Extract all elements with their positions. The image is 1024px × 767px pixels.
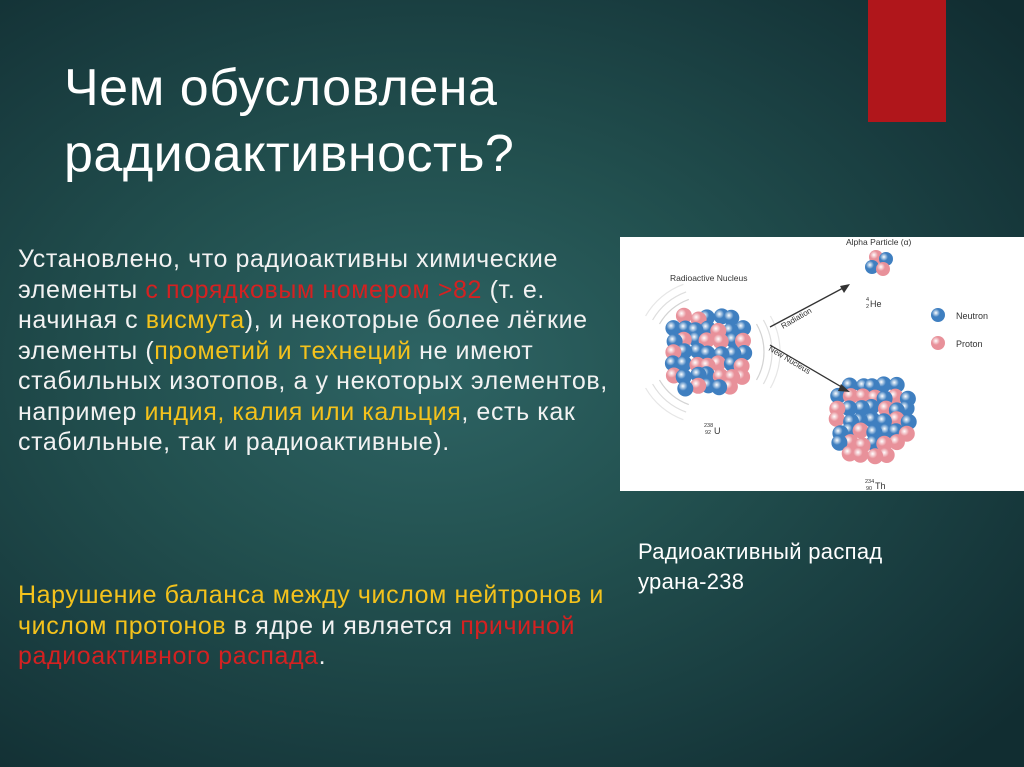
p1-text-2: (т. е. начиная с: [18, 275, 545, 334]
p2-highlight-balance: Нарушение баланса между числом нейтронов и числом протонов: [18, 581, 604, 640]
radiation-arrow-head: [840, 284, 850, 293]
title-line-1: Чем обусловлена: [64, 59, 498, 117]
paragraph-radioactive-elements: [18, 244, 618, 458]
accent-bar: [868, 0, 946, 122]
uranium-symbol: U: [714, 426, 721, 436]
p1-text-5: , есть как стабильные, так и радиоактивные).: [18, 397, 576, 456]
proton-legend-label: Proton: [956, 339, 983, 349]
p1-highlight-promethium-technetium: прометий и технеций: [154, 336, 412, 365]
helium-mass-number: 4: [866, 297, 870, 303]
nucleon: [852, 447, 868, 463]
radiation-label: Radiation: [779, 306, 814, 331]
new-nucleus-label: New Nucleus: [766, 343, 813, 376]
caption-line-1: Радиоактивный распад: [638, 539, 883, 564]
caption-line-2: урана-238: [638, 569, 745, 594]
alpha-nucleon: [876, 262, 890, 276]
radiation-arc: [757, 324, 765, 380]
p2-highlight-cause: причиной радиоактивного распада: [18, 611, 576, 670]
p1-text-4: не имеют стабильных изотопов, а у некоторых элементов, например: [18, 336, 608, 426]
uranium-mass-number: 238: [704, 423, 714, 429]
nucleon: [829, 411, 845, 427]
thorium-atomic-number: 90: [866, 486, 873, 491]
uranium-nucleus: [665, 308, 752, 397]
legend-neutron: [931, 308, 988, 322]
neutron-legend-label: Neutron: [956, 311, 989, 321]
alpha-particle: [865, 250, 893, 276]
thorium-mass-number: 234: [865, 479, 875, 485]
paragraph-balance: [18, 580, 618, 672]
p2-text-1: в ядре и является: [226, 611, 461, 640]
legend-proton: [931, 336, 983, 350]
radioactive-nucleus-label: Radioactive Nucleus: [670, 273, 748, 283]
proton-legend-icon: [931, 336, 945, 350]
thorium-symbol: Th: [875, 481, 886, 491]
p1-highlight-indium-potassium-calcium: индия, калия или кальция: [144, 397, 462, 426]
p1-highlight-atomic-number: с порядковым номером >82: [145, 275, 483, 304]
nucleon: [867, 448, 883, 464]
p2-text-2: .: [318, 642, 327, 670]
p1-text-1: Установлено, что радиоактивны химические элементы: [18, 245, 558, 304]
alpha-particle-label: Alpha Particle (α): [846, 237, 912, 247]
p1-highlight-bismuth: висмута: [145, 306, 245, 334]
diagram-caption: [638, 537, 883, 597]
title-line-2: радиоактивность?: [64, 125, 515, 183]
uranium-atomic-number: 92: [705, 430, 712, 436]
nucleon: [711, 379, 727, 395]
slide-title: [64, 55, 514, 187]
p1-text-3: ), и некоторые более лёгкие элементы (: [18, 306, 588, 365]
helium-symbol: He: [870, 299, 882, 309]
uranium-decay-diagram: [620, 237, 1024, 491]
neutron-legend-icon: [931, 308, 945, 322]
helium-atomic-number: 2: [866, 304, 870, 310]
nucleon: [677, 381, 693, 397]
radiation-arc: [646, 388, 684, 420]
